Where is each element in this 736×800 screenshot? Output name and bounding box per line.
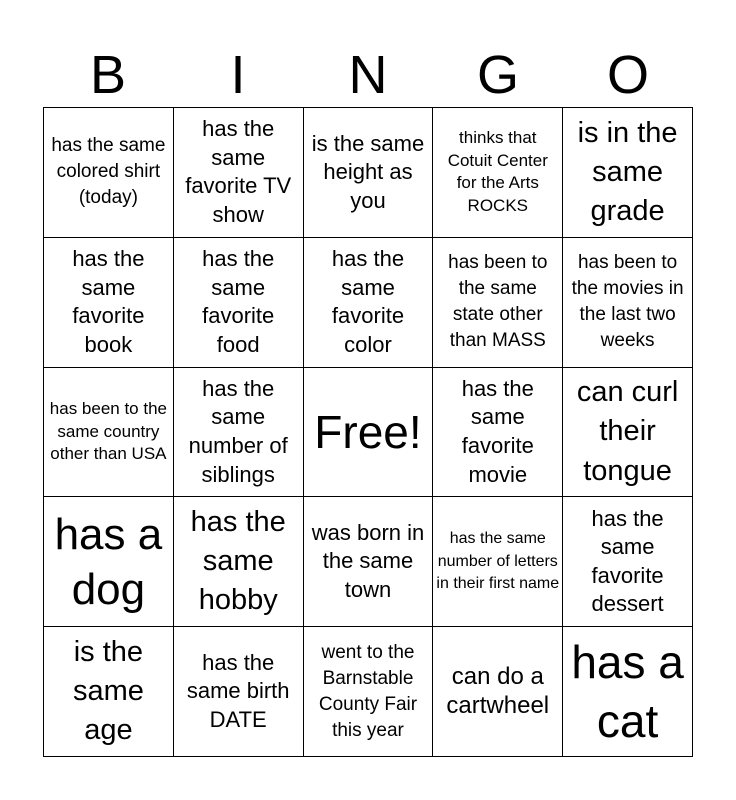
cell-text: has a dog bbox=[54, 509, 163, 614]
bingo-cell-r1c5[interactable] bbox=[563, 108, 693, 238]
cell-text: has the same number of siblings bbox=[188, 375, 288, 487]
cell-text: has a cat bbox=[571, 635, 684, 747]
bingo-card bbox=[43, 107, 693, 757]
bingo-cell-r2c3[interactable] bbox=[304, 238, 434, 368]
bingo-cell-r1c1[interactable] bbox=[44, 108, 174, 238]
cell-text: thinks that Cotuit Center for the Arts ROCKS bbox=[447, 128, 548, 215]
cell-text: has been to the same country other than USA bbox=[49, 399, 167, 464]
bingo-cell-r2c4[interactable] bbox=[433, 238, 563, 368]
bingo-cell-r4c2[interactable] bbox=[174, 497, 304, 627]
bingo-cell-r5c3[interactable] bbox=[304, 627, 434, 757]
bingo-cell-r3c5[interactable] bbox=[563, 368, 693, 498]
cell-text: is the same height as you bbox=[311, 130, 425, 213]
cell-text: has the same favorite book bbox=[72, 246, 145, 357]
cell-text: has the same favorite dessert bbox=[591, 505, 664, 617]
cell-text: was born in the same town bbox=[311, 519, 425, 603]
header-letter-o: O bbox=[606, 45, 649, 105]
bingo-cell-r5c5[interactable] bbox=[563, 627, 693, 757]
cell-text: has the same favorite movie bbox=[461, 375, 534, 487]
cell-text: has the same birth DATE bbox=[186, 649, 290, 732]
header-letter-n: N bbox=[348, 45, 388, 105]
cell-text: has been to the same state other than MASS bbox=[448, 252, 548, 352]
bingo-cell-r4c4[interactable] bbox=[433, 497, 563, 627]
cell-text: has the same favorite color bbox=[331, 246, 405, 357]
bingo-cell-r2c1[interactable] bbox=[44, 238, 174, 368]
bingo-cell-r2c2[interactable] bbox=[174, 238, 304, 368]
cell-text: can curl their tongue bbox=[576, 376, 679, 487]
bingo-cell-r4c5[interactable] bbox=[563, 497, 693, 627]
bingo-cell-r1c3[interactable] bbox=[304, 108, 434, 238]
bingo-cell-r5c1[interactable] bbox=[44, 627, 174, 757]
header-letter-g: G bbox=[476, 45, 519, 105]
header-letter-i: I bbox=[230, 45, 246, 105]
bingo-cell-r5c2[interactable] bbox=[174, 627, 304, 757]
cell-text: has been to the movies in the last two weeks bbox=[571, 252, 684, 352]
cell-text: has the same favorite food bbox=[202, 246, 275, 357]
bingo-cell-free[interactable] bbox=[304, 368, 434, 498]
cell-text: has the same colored shirt (today) bbox=[51, 135, 166, 209]
bingo-cell-r2c5[interactable] bbox=[563, 238, 693, 368]
cell-text: has the same number of letters in their first name bbox=[436, 530, 560, 592]
bingo-cell-r4c1[interactable] bbox=[44, 497, 174, 627]
bingo-cell-r3c2[interactable] bbox=[174, 368, 304, 498]
bingo-cell-r1c4[interactable] bbox=[433, 108, 563, 238]
bingo-cell-r5c4[interactable] bbox=[433, 627, 563, 757]
bingo-cell-r1c2[interactable] bbox=[174, 108, 304, 238]
cell-text: went to the Barnstable County Fair this year bbox=[318, 641, 418, 741]
bingo-cell-r4c3[interactable] bbox=[304, 497, 434, 627]
header-letter-b: B bbox=[89, 45, 127, 105]
cell-text: has the same hobby bbox=[190, 506, 286, 617]
cell-text: is the same age bbox=[72, 635, 144, 747]
cell-text: is in the same grade bbox=[577, 116, 678, 227]
bingo-header bbox=[43, 44, 693, 106]
cell-text: can do a cartwheel bbox=[446, 662, 550, 719]
free-space-label: Free! bbox=[314, 405, 422, 458]
bingo-cell-r3c4[interactable] bbox=[433, 368, 563, 498]
cell-text: has the same favorite TV show bbox=[185, 116, 292, 227]
bingo-cell-r3c1[interactable] bbox=[44, 368, 174, 498]
